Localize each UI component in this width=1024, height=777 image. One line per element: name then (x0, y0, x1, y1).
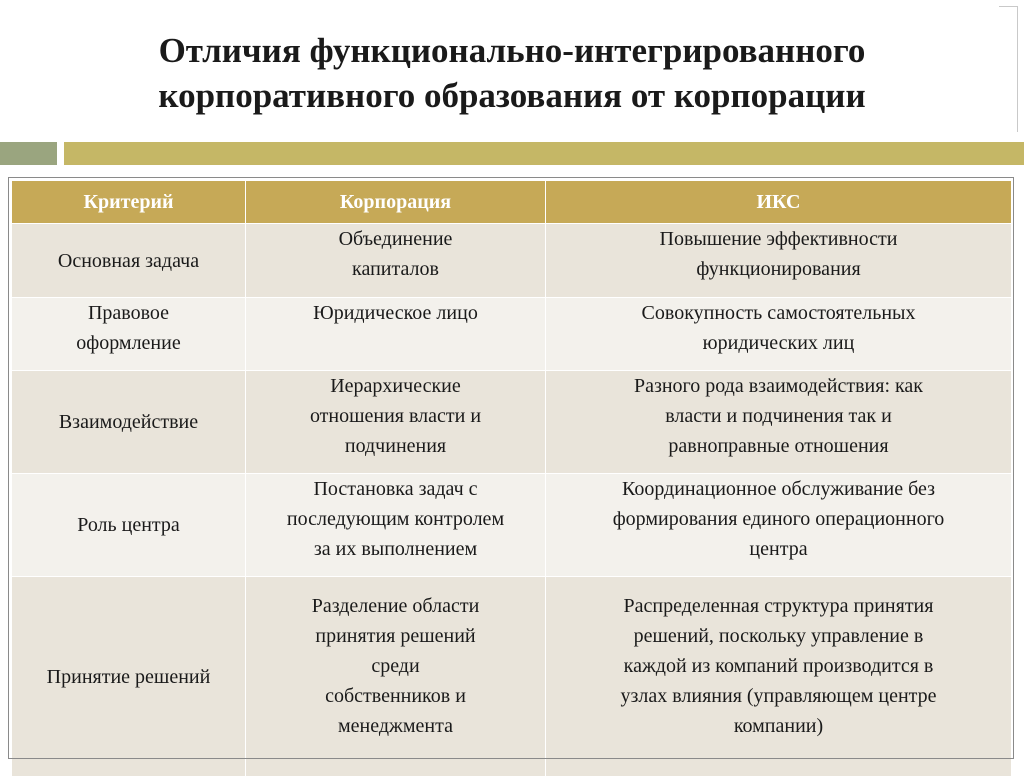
cell-line: Объединение (338, 228, 453, 250)
cell-criterion (12, 224, 246, 298)
cell-line: Роль центра (77, 514, 180, 536)
cell-criterion (12, 298, 246, 371)
cell-line: Совокупность самостоятельных (641, 302, 916, 324)
table-row (12, 577, 1012, 777)
cell-line: компании) (733, 715, 824, 737)
cell-corporation (246, 298, 546, 371)
cell-line: последующим контролем (286, 508, 505, 530)
cell-iks (546, 371, 1012, 474)
table-row (12, 371, 1012, 474)
cell-line: центра (749, 538, 808, 560)
cell-line: Повышение эффективности (659, 228, 898, 250)
cell-line: Основная задача (57, 249, 200, 272)
cell-line: узлах влияния (управляющем центре (620, 685, 937, 707)
cell-line: менеджмента (338, 715, 453, 737)
header-iks: ИКС (546, 181, 1012, 224)
cell-iks (546, 298, 1012, 371)
cell-line: каждой из компаний производится в (623, 655, 934, 677)
cell-iks (546, 577, 1012, 777)
cell-corporation (246, 224, 546, 298)
cell-corporation (246, 371, 546, 474)
cell-line: Принятие решений (46, 665, 211, 688)
cell-criterion (12, 371, 246, 474)
cell-line: Распределенная структура принятия (623, 595, 934, 617)
cell-line: среди (371, 655, 420, 677)
table-row (12, 298, 1012, 371)
slide-title (0, 28, 1024, 118)
accent-bar-right (64, 142, 1024, 165)
cell-line: равноправные отношения (668, 435, 889, 457)
cell-line: собственников и (325, 685, 466, 707)
cell-line: капиталов (352, 258, 439, 280)
title-line-2: корпоративного образования от корпорации (158, 76, 866, 115)
cell-iks (546, 224, 1012, 298)
cell-line: Юридическое лицо (313, 302, 478, 324)
cell-corporation (246, 577, 546, 777)
table-row (12, 474, 1012, 577)
header-criterion: Критерий (12, 181, 246, 224)
header-corporation: Корпорация (246, 181, 546, 224)
cell-line: за их выполнением (313, 538, 478, 560)
cell-line: Взаимодействие (58, 411, 199, 433)
cell-line: подчинения (344, 435, 447, 457)
cell-line: формирования единого операционного (612, 508, 945, 530)
cell-line: власти и подчинения так и (665, 405, 892, 427)
accent-bar-left (0, 142, 57, 165)
cell-line: Разного рода взаимодействия: как (633, 375, 924, 397)
cell-line: функционирования (696, 258, 861, 280)
table-row (12, 224, 1012, 298)
cell-line: юридических лиц (702, 332, 855, 354)
cell-iks (546, 474, 1012, 577)
cell-line: решений, поскольку управление в (633, 625, 924, 647)
cell-corporation (246, 474, 546, 577)
cell-line: Правовое (87, 302, 170, 324)
table-header-row (12, 181, 1012, 224)
title-line-1: Отличия функционально-интегрированного (158, 31, 866, 70)
cell-line: Координационное обслуживание без (621, 478, 936, 500)
cell-line: Постановка задач с (313, 478, 478, 500)
cell-line: отношения власти и (309, 405, 482, 427)
comparison-table (11, 180, 1012, 777)
cell-criterion (12, 577, 246, 777)
cell-line: Иерархические (330, 375, 461, 397)
cell-criterion (12, 474, 246, 577)
cell-line: принятия решений (315, 625, 476, 647)
cell-line: Разделение области (311, 595, 480, 617)
cell-line: оформление (76, 332, 181, 354)
